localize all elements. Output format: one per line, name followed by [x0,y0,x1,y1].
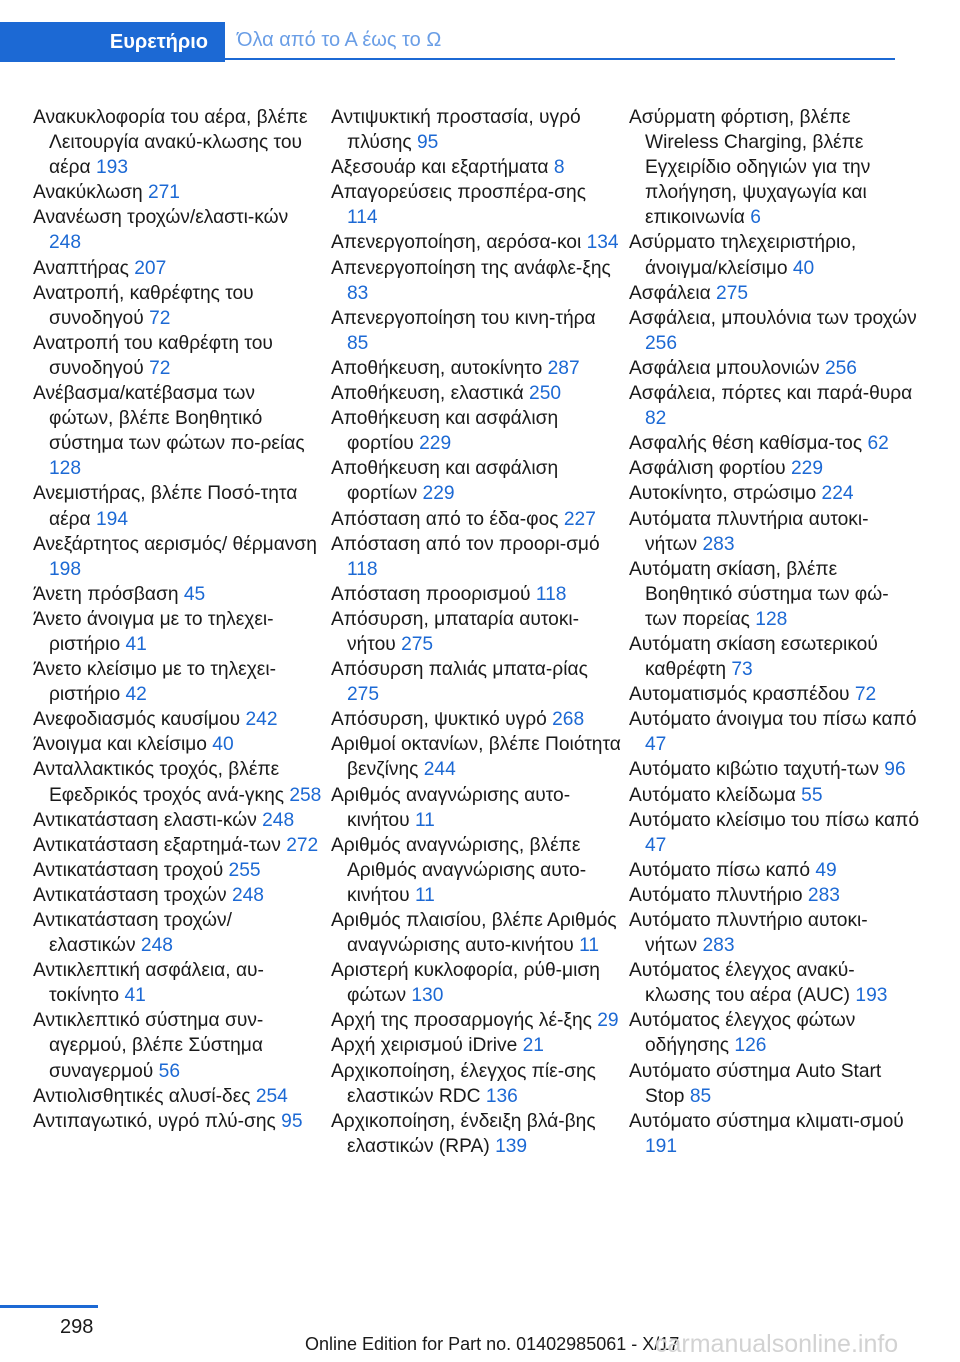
index-term: Αντικατάσταση τροχού [33,859,224,881]
index-entry [629,456,919,481]
page-link[interactable]: 248 [262,809,295,831]
page-link[interactable]: 40 [792,257,815,279]
index-term: Αυτόματο κλείδωμα [629,784,796,806]
index-term: Απενεργοποίηση του κινη-τήρα [331,307,596,329]
index-term: Ανταλλακτικός τροχός, βλέπε Εφεδρικός τροχός ανά-γκης [33,759,284,806]
index-term: Αρχικοποίηση, έλεγχος πίε-σης ελαστικών RDC [331,1060,596,1107]
page-link[interactable]: 83 [347,282,369,304]
page-link[interactable]: 283 [702,935,735,957]
index-entry [33,381,323,481]
page-link[interactable]: 21 [522,1035,544,1057]
index-entry [331,306,621,356]
page-link[interactable]: 229 [790,458,823,480]
index-entry [33,105,323,180]
index-entry [629,230,919,280]
index-term: Αρχικοποίηση, ένδειξη βλά-βης ελαστικών (RPA) [331,1110,596,1157]
index-entry [33,858,323,883]
index-entry [331,582,621,607]
index-entry [331,507,621,532]
index-entry [331,958,621,1008]
index-entry [33,256,323,281]
index-entry [629,808,919,858]
page-link[interactable]: 128 [49,458,82,480]
index-entry [629,883,919,908]
tab-a-to-z[interactable]: Όλα από το Α έως το Ω [225,22,895,60]
index-term: Άνετο κλείσιμο με το τηλεχει-ριστήριο [33,659,277,706]
page-link[interactable]: 193 [855,985,888,1007]
page-link[interactable]: 224 [821,483,854,505]
index-term: Ανεμιστήρας, βλέπε Ποσό-τητα αέρα [33,483,298,530]
index-entry [33,707,323,732]
page-link[interactable]: 248 [49,232,82,254]
page-link[interactable]: 229 [422,483,455,505]
page-link[interactable]: 95 [281,1110,303,1132]
index-entry [33,833,323,858]
index-term: Απαγορεύσεις προσπέρα-σης [331,182,586,204]
index-term: Αυτόματο σύστημα κλιματι-σμού [629,1110,904,1132]
index-term: Ανακυκλοφορία του αέρα, βλέπε Λειτουργία ανακύ-κλωσης του αέρα [33,107,308,179]
index-term: Αυτόματα πλυντήρια αυτοκι-νήτων [629,508,869,555]
index-term: Αυτόματο πλυντήριο αυτοκι-νήτων [629,910,868,957]
index-entry [629,1109,919,1159]
page-link[interactable]: 11 [414,884,435,906]
index-entry [33,958,323,1008]
page-link[interactable]: 136 [485,1085,518,1107]
page-link[interactable]: 62 [867,433,889,455]
index-entry [331,607,621,657]
index-term: Αντικατάσταση τροχών/ ελαστικών [33,910,232,957]
tab-index[interactable]: Ευρετήριο [0,22,225,62]
index-entry [629,381,919,431]
index-entry [331,456,621,506]
index-term: Αξεσουάρ και εξαρτήματα [331,157,549,179]
page-link[interactable]: 96 [884,759,906,781]
index-term: Αυτόματο άνοιγμα του πίσω καπό [629,709,917,731]
page-link[interactable]: 49 [815,859,837,881]
page-link[interactable]: 82 [645,408,667,430]
index-entry [33,205,323,255]
index-term: Απενεργοποίηση της ανάφλε-ξης [331,257,611,279]
page-link[interactable]: 29 [597,1010,619,1032]
page-link[interactable]: 229 [419,433,452,455]
page-link[interactable]: 193 [96,157,129,179]
index-entry [33,481,323,531]
page-link[interactable]: 40 [212,734,234,756]
index-entry [331,230,621,255]
page-link[interactable]: 55 [801,784,823,806]
index-entry [33,532,323,582]
index-entry [629,356,919,381]
index-term: Αριθμός πλαισίου, βλέπε Αριθμός αναγνώρισης αυτο-κινήτου [331,910,617,957]
page-link[interactable]: 134 [586,232,619,254]
page-link[interactable]: 283 [702,533,735,555]
index-column-2 [331,105,621,1159]
page-link[interactable]: 256 [824,357,857,379]
index-term: Ασύρματη φόρτιση, βλέπε Wireless Charging, βλέπε Εγχειρίδιο οδηγιών για την πλοήγηση, ψυχαγωγία και επικοινωνία [629,107,871,229]
index-entry [629,757,919,782]
index-entry [331,155,621,180]
index-term: Απόσταση από τον προορι-σμό [331,533,600,555]
page-link[interactable]: 272 [286,834,319,856]
page-link[interactable]: 118 [535,583,567,605]
page-link[interactable]: 42 [125,684,147,706]
index-entry [331,406,621,456]
index-term: Αριθμοί οκτανίων, βλέπε Ποιότητα βενζίνης [331,734,621,781]
page-link[interactable]: 275 [347,684,380,706]
page-link[interactable]: 198 [49,558,82,580]
index-term: Ασφάλεια, μπουλόνια των τροχών [629,307,917,329]
index-entry [33,908,323,958]
page-link[interactable]: 45 [183,583,206,605]
index-term: Αριθμός αναγνώρισης, βλέπε Αριθμός αναγνώρισης αυτο-κινήτου [331,834,587,906]
index-term: Απενεργοποίηση, αερόσα-κοι [331,232,582,254]
index-term: Αντικλεπτική ασφάλεια, αυ-τοκίνητο [33,960,264,1007]
index-entry [331,356,621,381]
page-link[interactable]: 85 [689,1085,712,1107]
index-entry [33,1008,323,1083]
page-link[interactable]: 244 [423,759,456,781]
index-entry [33,1109,323,1134]
index-entry [33,657,323,707]
page-link[interactable]: 126 [734,1035,767,1057]
index-entry [331,1109,621,1159]
page-link[interactable]: 275 [401,633,434,655]
index-term: Αυτόματος έλεγχος ανακύ-κλωσης του αέρα (AUC) [629,960,855,1007]
index-term: Ασφάλεια [629,282,711,304]
page-link[interactable]: 275 [716,282,749,304]
index-entry [33,582,323,607]
index-entry [629,908,919,958]
index-entry [33,757,323,807]
page-link[interactable]: 207 [134,257,167,279]
index-column-3 [629,105,919,1159]
index-entry [629,507,919,557]
page-link[interactable]: 256 [645,332,678,354]
index-entry [331,707,621,732]
index-term: Αρχή χειρισμού iDrive [331,1035,518,1057]
index-term: Ανεφοδιασμός καυσίμου [33,709,241,731]
index-term: Απόσυρση παλιάς μπατα-ρίας [331,659,588,681]
page-link[interactable]: 72 [854,684,877,706]
index-term: Αυτόματο κιβώτιο ταχυτή-των [629,759,879,781]
page-link[interactable]: 6 [750,207,761,229]
index-entry [331,1008,621,1033]
page-number: 298 [60,1316,94,1338]
page-link[interactable]: 287 [547,357,580,379]
index-term: Ανακύκλωση [33,182,143,204]
page-link[interactable]: 191 [645,1135,678,1157]
index-term: Ασφαλής θέση καθίσμα-τος [629,433,863,455]
index-term: Αριστερή κυκλοφορία, ρύθ-μιση φώτων [331,960,600,1007]
index-column-1 [33,105,323,1134]
page-link[interactable]: 283 [807,884,840,906]
index-entry [331,256,621,306]
index-term: Αρχή της προσαρμογής λέ-ξης [331,1010,592,1032]
page-link[interactable]: 47 [645,834,667,856]
index-term: Αυτόματο κλείσιμο του πίσω καπό [629,809,919,831]
index-term: Αυτόματη σκίαση, βλέπε Βοηθητικό σύστημα των φώ-των πορείας [629,558,889,630]
footer-accent-line [0,1305,98,1308]
index-term: Ανέβασμα/κατέβασμα των φώτων, βλέπε Βοηθητικό σύστημα των φώτων πο-ρείας [33,383,305,455]
index-term: Αντιολισθητικές αλυσί-δες [33,1085,251,1107]
index-entry [629,557,919,632]
index-term: Ασφάλεια, πόρτες και παρά-θυρα [629,383,913,405]
page-link[interactable]: 271 [147,182,180,204]
index-term: Ασφάλεια μπουλονιών [629,357,820,379]
index-entry [33,331,323,381]
index-term: Αυτόματη σκίαση εσωτερικού καθρέφτη [629,633,878,681]
page-link[interactable]: 73 [731,659,753,681]
index-term: Αποθήκευση και ασφάλιση φορτίων [331,458,559,505]
page-link[interactable]: 11 [579,935,600,957]
page-link[interactable]: 11 [414,809,435,831]
page-link[interactable]: 248 [231,884,264,906]
index-entry [331,732,621,782]
index-term: Αντιψυκτική προστασία, υγρό πλύσης [331,107,581,154]
index-entry [629,707,919,757]
index-entry [331,1059,621,1109]
index-entry [33,180,323,205]
index-term: Αντικατάσταση ελαστι-κών [33,809,257,831]
index-entry [33,281,323,331]
index-term: Αναπτήρας [33,257,129,279]
index-entry [331,908,621,958]
index-entry [629,1059,919,1109]
page-link[interactable]: 118 [347,558,378,580]
page-link[interactable]: 47 [645,734,667,756]
index-term: Ανανέωση τροχών/ελαστι-κών [33,207,289,229]
index-term: Άνετο άνοιγμα με το τηλεχει-ριστήριο [33,608,274,655]
index-entry [331,783,621,833]
index-entry [331,105,621,155]
index-entry [33,607,323,657]
page-link[interactable]: 41 [125,633,147,655]
index-term: Αποθήκευση και ασφάλιση φορτίου [331,408,559,455]
header-tabs [0,22,895,62]
index-term: Ασύρματο τηλεχειριστήριο, άνοιγμα/κλείσιμο [629,232,857,279]
index-entry [629,431,919,456]
edition-note: Online Edition for Part no. 01402985061 - X/17 [305,1334,680,1354]
index-entry [629,682,919,707]
index-entry [629,1008,919,1058]
index-entry [33,883,323,908]
index-entry [629,281,919,306]
index-entry [331,1033,621,1058]
index-term: Αντικλεπτικό σύστημα συν-αγερμού, βλέπε Σύστημα συναγερμού [33,1010,264,1082]
index-term: Απόσυρση, ψυκτικό υγρό [331,709,547,731]
index-entry [331,180,621,230]
page-link[interactable]: 8 [553,157,565,179]
page-link[interactable]: 254 [255,1085,288,1107]
index-term: Απόσταση προορισμού [331,583,531,605]
page-link[interactable]: 128 [755,608,788,630]
index-entry [331,381,621,406]
watermark: carmanualsonline.info [655,1330,899,1358]
index-term: Ανατροπή του καθρέφτη του συνοδηγού [33,332,273,379]
page-link[interactable]: 250 [529,383,562,405]
index-entry [629,306,919,356]
index-term: Αυτοματισμός κρασπέδου [629,684,850,706]
page-link[interactable]: 242 [245,709,278,731]
index-term: Αντικατάσταση εξαρτημά-των [33,834,281,856]
index-term: Απόσταση από το έδα-φος [331,508,559,530]
index-term: Άνοιγμα και κλείσιμο [33,734,207,756]
index-term: Αποθήκευση, ελαστικά [331,383,524,405]
page-link[interactable]: 255 [228,859,261,881]
index-entry [33,1084,323,1109]
page-link[interactable]: 268 [552,709,585,731]
page-link[interactable]: 130 [411,985,444,1007]
index-entry [331,532,621,582]
page-link[interactable]: 139 [495,1135,528,1157]
page-link[interactable]: 72 [149,307,171,329]
page-link[interactable]: 72 [149,357,171,379]
index-term: Ανατροπή, καθρέφτης του συνοδηγού [33,282,254,329]
page-link[interactable]: 114 [347,207,378,229]
index-term: Αντικατάσταση τροχών [33,884,227,906]
index-term: Αποθήκευση, αυτοκίνητο [331,357,543,379]
index-term: Αντιπαγωτικό, υγρό πλύ-σης [33,1110,276,1132]
index-term: Αυτόματος έλεγχος φώτων οδήγησης [629,1010,856,1057]
index-term: Ανεξάρτητος αερισμός/ θέρμανση [33,533,317,555]
index-entry [629,858,919,883]
index-entry [331,657,621,707]
page-link[interactable]: 56 [158,1060,180,1082]
page-link[interactable]: 95 [416,132,439,154]
index-entry [629,632,919,682]
index-term: Αυτόματο σύστημα Auto Start Stop [629,1060,882,1107]
index-entry [629,958,919,1008]
index-entry [629,783,919,808]
index-term: Άνετη πρόσβαση [33,583,179,605]
index-entry [629,481,919,506]
index-entry [629,105,919,230]
index-entry [33,808,323,833]
page-link[interactable]: 227 [563,508,596,530]
index-term: Απόσυρση, μπαταρία αυτοκι-νήτου [331,608,580,655]
index-entry [331,833,621,908]
page-link[interactable]: 248 [140,935,173,957]
page-link[interactable]: 85 [347,332,369,354]
page-link[interactable]: 194 [96,508,129,530]
index-term: Αυτόματο πίσω καπό [629,859,811,881]
index-entry [33,732,323,757]
page-link[interactable]: 41 [124,985,146,1007]
index-term: Αυτόματο πλυντήριο [629,884,803,906]
index-term: Ασφάλιση φορτίου [629,458,786,480]
page-link[interactable]: 258 [289,784,322,806]
index-term: Αριθμός αναγνώρισης αυτο-κινήτου [331,784,571,831]
index-term: Αυτοκίνητο, στρώσιμο [629,483,817,505]
